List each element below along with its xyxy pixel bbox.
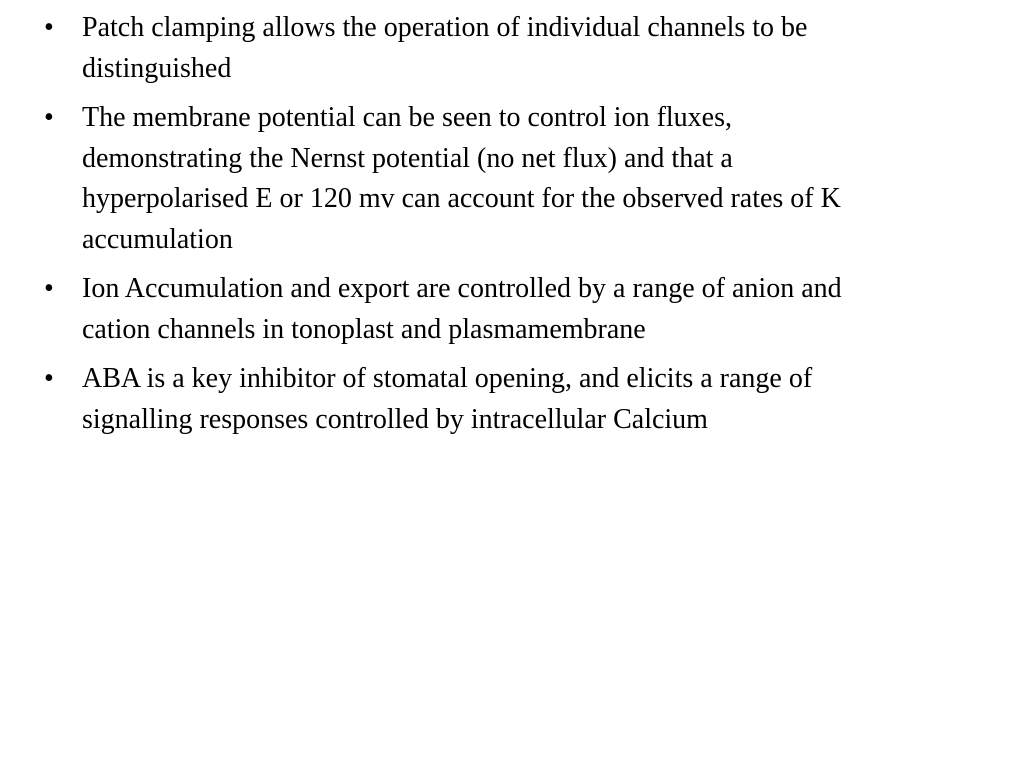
bullet-icon: • <box>44 12 54 43</box>
bullet-line: The membrane potential can be seen to control ion fluxes, <box>82 102 733 133</box>
bullet-text <box>82 8 1016 89</box>
bullet-line: signalling responses controlled by intracellular Calcium <box>82 403 708 435</box>
bullet-line: demonstrating the Nernst potential (no net flux) and that a <box>82 142 733 174</box>
bullet-item-aba-inhibitor <box>44 359 1016 440</box>
bullet-line: hyperpolarised E or 120 mv can account for the observed rates of K <box>82 183 841 214</box>
bullet-list <box>44 8 1016 449</box>
bullet-text <box>82 359 1016 440</box>
bullet-text <box>82 98 1016 260</box>
bullet-line: ABA is a key inhibitor of stomatal opening, and elicits a range of <box>82 363 813 394</box>
bullet-line: Ion Accumulation and export are controlled by a range of anion and <box>82 273 842 304</box>
bullet-icon: • <box>44 102 54 133</box>
bullet-item-ion-accumulation <box>44 269 1016 350</box>
bullet-line: cation channels in tonoplast and plasmamembrane <box>82 313 646 345</box>
bullet-line: accumulation <box>82 223 233 255</box>
bullet-line: Patch clamping allows the operation of individual channels to be <box>82 12 808 43</box>
bullet-icon: • <box>44 273 54 304</box>
bullet-item-membrane-potential <box>44 98 1016 260</box>
bullet-icon: • <box>44 363 54 394</box>
bullet-item-patch-clamping <box>44 8 1016 89</box>
bullet-line: distinguished <box>82 52 232 84</box>
bullet-text <box>82 269 1016 350</box>
